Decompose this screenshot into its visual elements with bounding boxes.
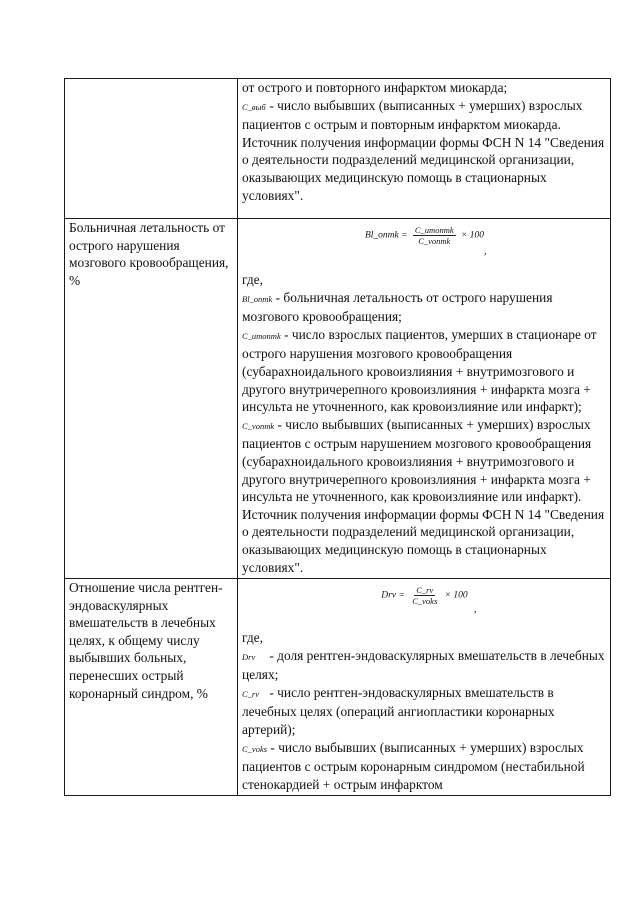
indicator-description-cell [238, 79, 611, 219]
symbol: Bl_onmk [242, 293, 273, 304]
definition-text: - число рентген-эндоваскулярных вмешательств в лечебных целях (операций ангиопластики коронарных артерий); [242, 684, 555, 738]
formula-lhs: Bl_onmk = [364, 230, 408, 241]
symbol: C_vonmk [242, 420, 275, 431]
definition-text: - число взрослых пациентов, умерших в стационаре от острого нарушения мозгового кровообращения (субарахноидального кровоизлияния + внутримозгового и другого внутричерепного кровоизлияния + инфаркта мозга + инсульта не уточненного, как кровоизлияние или инфаркт); [242, 326, 597, 415]
formula-numerator: C_umonmk [414, 225, 454, 235]
symbol: C_rv [242, 688, 259, 699]
indicator-table [64, 78, 611, 796]
definition-text: - число выбывших (выписанных + умерших) взрослых пациентов с острым нарушением мозгового кровообращения (субарахноидального кровоизлияния + внутримозгового и другого внутричерепного кровоизлияния + инфаркта мозга + инсульта не уточненного, как кровоизлияние или инфаркт). [242, 416, 592, 505]
table-row [65, 79, 611, 219]
definition-text: - число выбывших (выписанных + умерших) взрослых пациентов с острым и повторным инфарктом миокарда. [242, 97, 583, 133]
definition-item [242, 739, 607, 794]
formula-denominator: C_voks [412, 596, 438, 607]
symbol: Drv [242, 651, 256, 662]
definition-item [242, 416, 607, 506]
indicator-name-cell: Больничная летальность от острого нарушения мозгового кровообращения, % [65, 219, 238, 579]
source-text: Источник получения информации формы ФСН N 14 "Сведения о деятельности подразделений медицинской организации, оказывающих медицинскую помощь в стационарных условиях". [242, 134, 605, 203]
definition-item [242, 326, 607, 416]
text-line: от острого и повторного инфарктом миокарда; [242, 80, 508, 95]
formula-rhs: × 100 [461, 230, 485, 241]
indicator-name-cell [65, 79, 238, 219]
definition-text: - больничная летальность от острого нарушения мозгового кровообращения; [242, 289, 553, 325]
formula-trail: , [474, 604, 477, 616]
source-text: Источник получения информации формы ФСН N 14 "Сведения о деятельности подразделений медицинской организации, оказывающих медицинскую помощь в стационарных условиях". [242, 506, 605, 575]
where-label: где, [242, 630, 263, 646]
formula [242, 579, 607, 629]
where-label: где, [242, 272, 263, 287]
definition-item [242, 684, 607, 739]
table-row [65, 219, 611, 579]
indicator-name-cell: Отношение числа рентген-эндоваскулярных вмешательств в лечебных целях, к общему числу выбывших больных, перенесших острый коронарный синдром, % [65, 579, 238, 796]
definition-item [242, 647, 607, 684]
symbol: C_voks [242, 743, 268, 754]
formula-rhs: × 100 [444, 590, 468, 601]
formula-numerator: C_rv [416, 585, 434, 596]
symbol: C_umonmk [242, 330, 281, 341]
indicator-description-cell [238, 219, 611, 579]
definition-item [242, 289, 607, 326]
formula-lhs: Drv = [381, 590, 405, 601]
formula-trail: , [484, 246, 487, 257]
definition-text: - доля рентген-эндоваскулярных вмешательств в лечебных целях; [242, 647, 605, 683]
definition-text: - число выбывших (выписанных + умерших) взрослых пациентов с острым коронарным синдромом (нестабильной стенокардией + острым инфарктом [242, 739, 585, 792]
table-row [65, 579, 611, 796]
symbol: C_выб [242, 101, 266, 112]
indicator-description-cell [238, 579, 611, 796]
formula-denominator: C_vonmk [418, 236, 451, 246]
formula [242, 219, 607, 271]
